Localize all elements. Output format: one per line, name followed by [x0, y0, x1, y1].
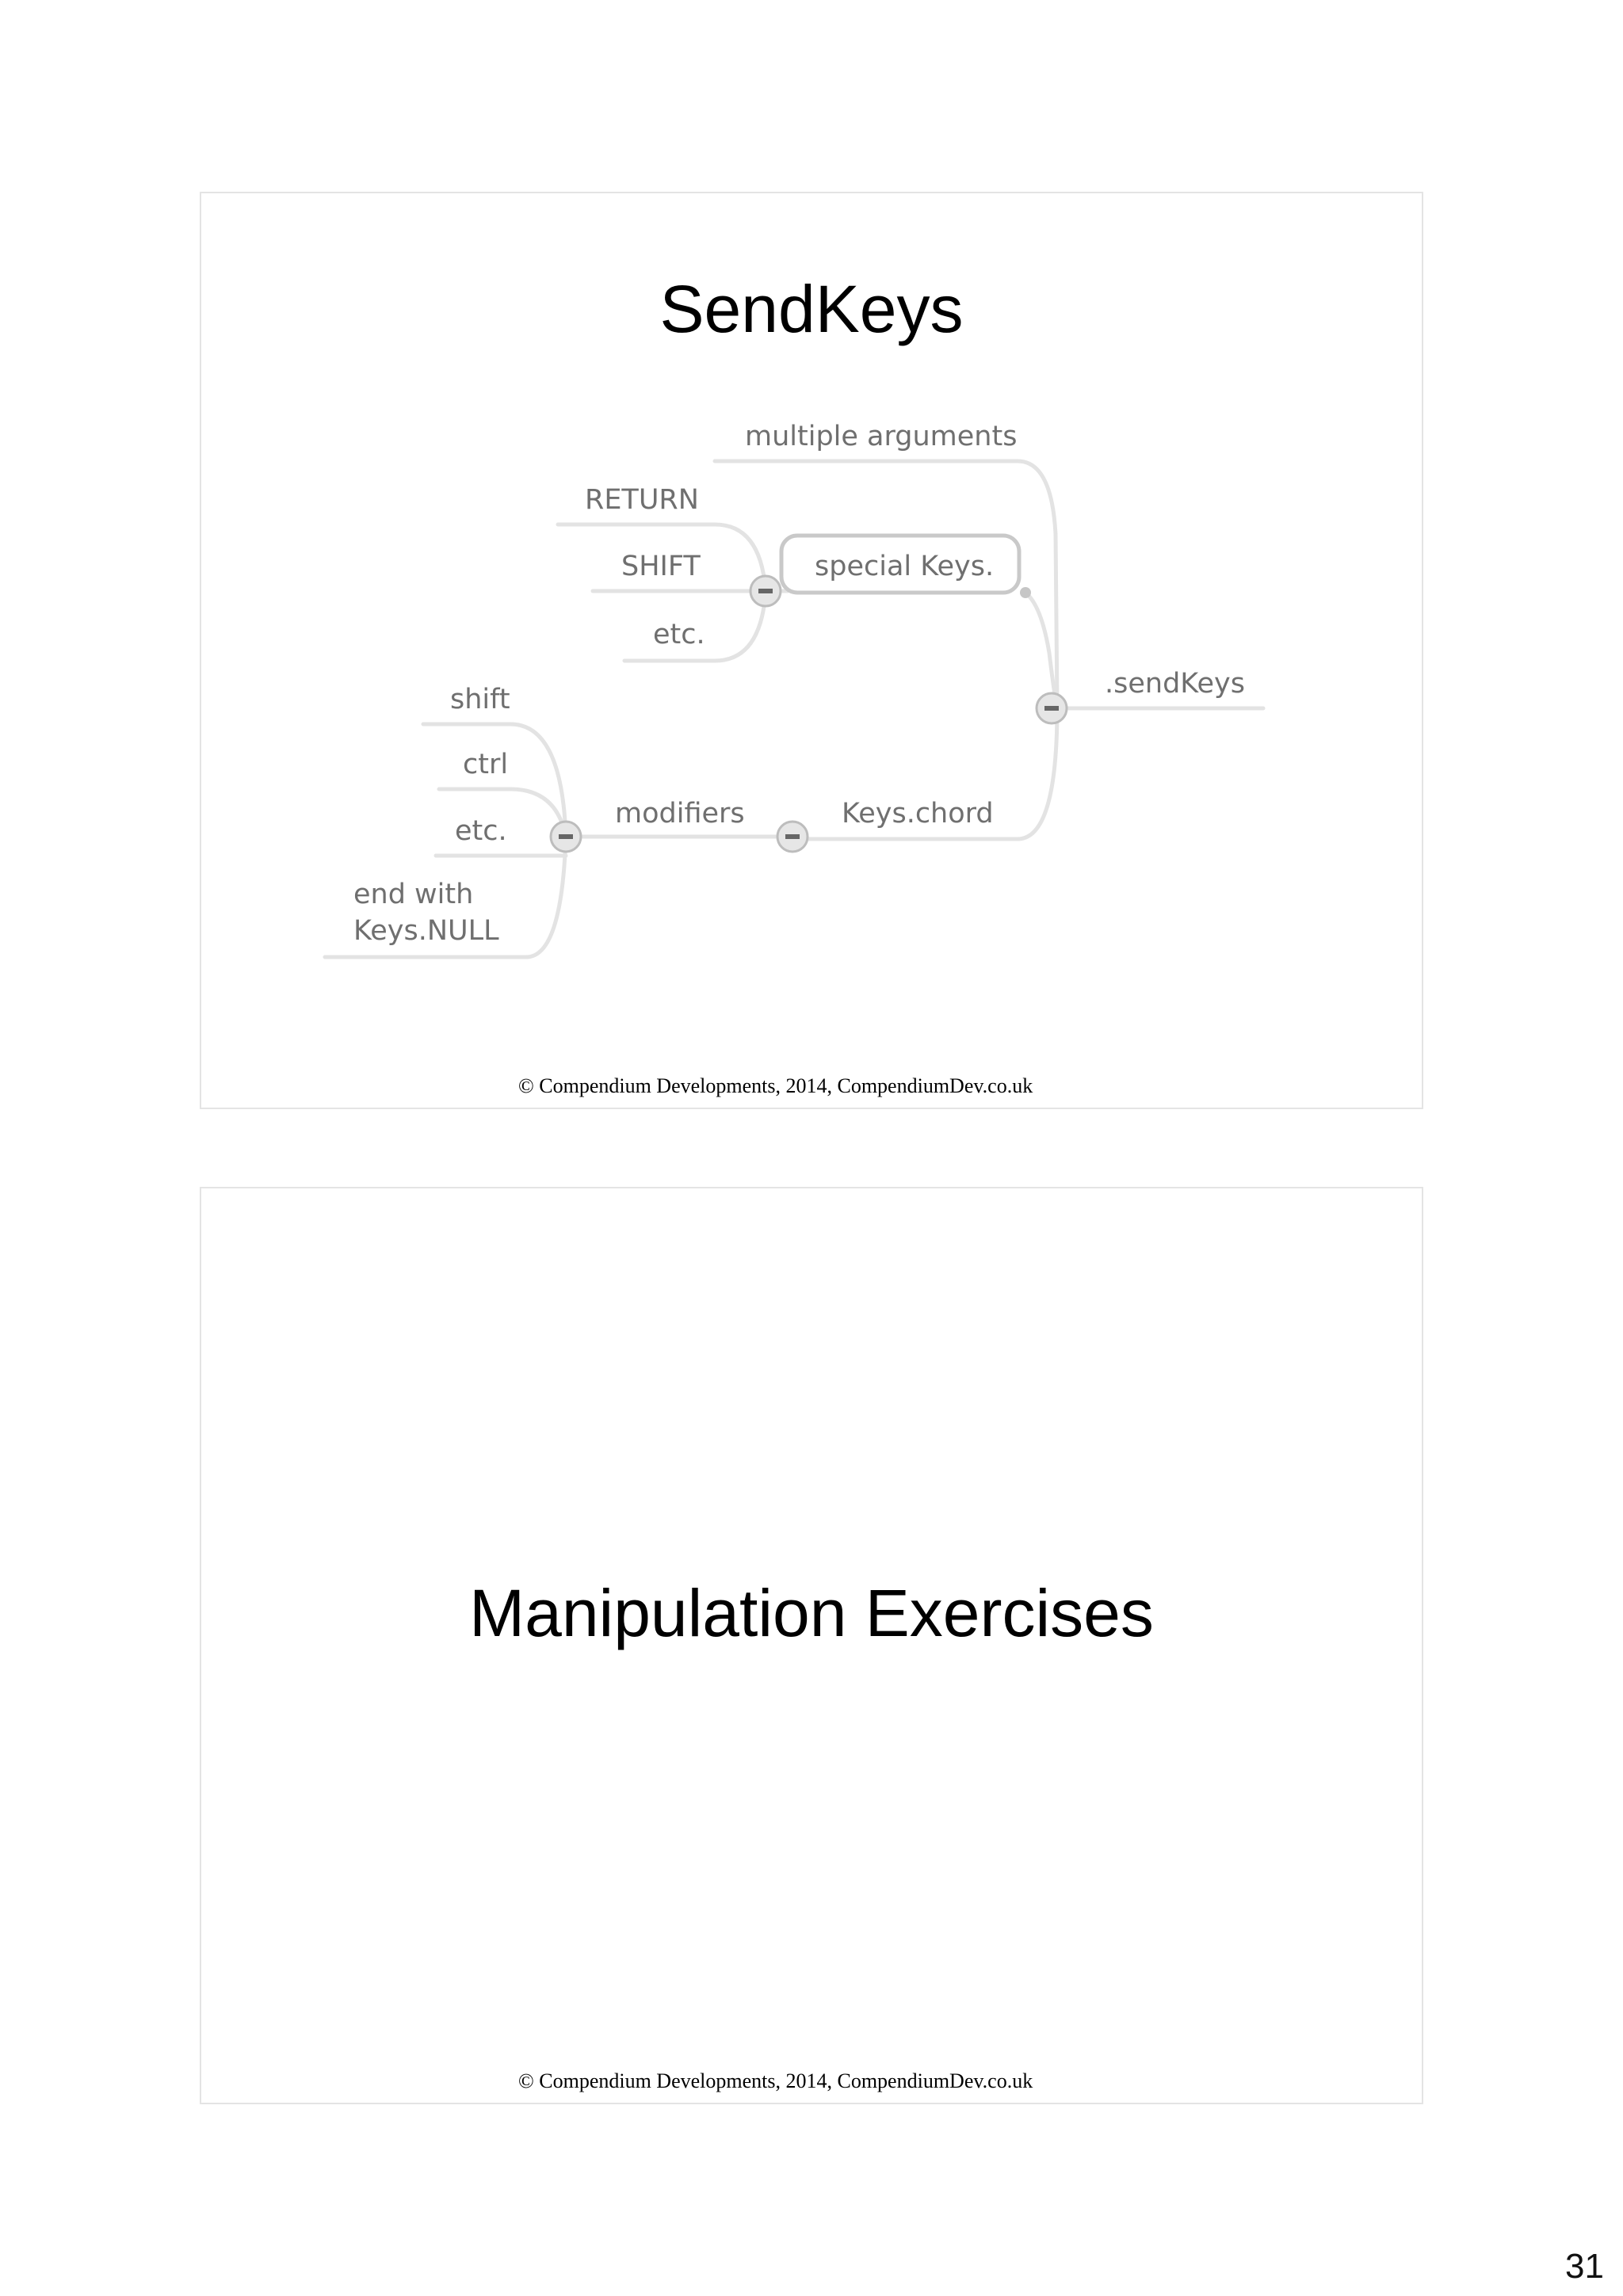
mindmap-label-ctrl: ctrl: [463, 749, 509, 780]
mindmap-root-label: .sendKeys: [1105, 668, 1245, 700]
slide-manipulation-exercises: [200, 1187, 1423, 2104]
mindmap-label-special-etc: etc.: [653, 619, 705, 650]
page-number: 31: [1565, 2247, 1604, 2286]
minus-icon[interactable]: [750, 576, 781, 606]
slide-footer: © Compendium Developments, 2014, CompendiumDev.co.uk: [518, 1074, 1033, 1097]
slide-footer: © Compendium Developments, 2014, CompendiumDev.co.uk: [518, 2069, 1033, 2092]
minus-icon[interactable]: [777, 822, 808, 852]
edge-special-keys: [1025, 593, 1057, 708]
mindmap-label-keys-chord: Keys.chord: [842, 798, 994, 830]
minus-icon[interactable]: [551, 822, 581, 852]
mindmap-label-shift: shift: [450, 684, 510, 715]
mindmap-label-special-keys: special Keys.: [815, 551, 995, 582]
mindmap-label-modifiers: modifiers: [615, 798, 745, 830]
slide-title: Manipulation Exercises: [469, 1576, 1154, 1650]
mindmap-diagram: [201, 193, 1422, 1108]
mindmap-label-shift-key: SHIFT: [621, 551, 701, 582]
mindmap-label-end-with-1: end with: [353, 879, 474, 910]
mindmap-label-modifiers-etc: etc.: [455, 815, 507, 847]
mindmap-label-multiple-arguments: multiple arguments: [745, 421, 1018, 452]
mindmap-label-return: RETURN: [585, 484, 699, 516]
slide-title: SendKeys: [659, 272, 964, 346]
slide-sendkeys: [200, 192, 1423, 1109]
connector-dot: [1020, 587, 1031, 598]
minus-icon[interactable]: [1037, 693, 1067, 723]
mindmap-label-end-with-2: Keys.NULL: [353, 915, 499, 947]
